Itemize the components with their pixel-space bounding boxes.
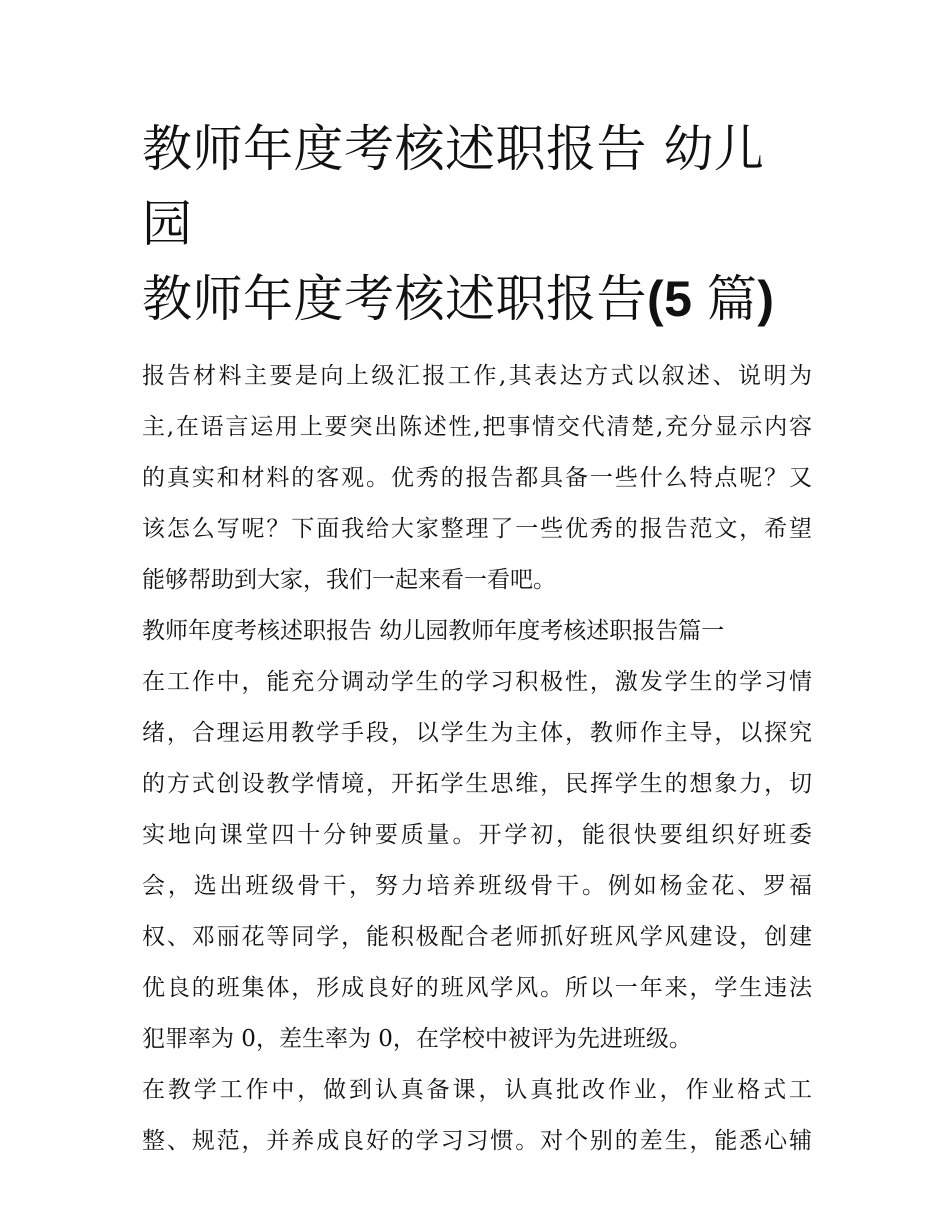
paragraph-line: 在教学工作中，做到认真备课，认真批改作业，作业格式工 (142, 1077, 812, 1103)
title-line-2-count: (5 (647, 271, 707, 327)
intro-line: 主,在语言运用上要突出陈述性,把事情交代清楚,充分显示内容 (142, 414, 812, 440)
document-title (142, 112, 812, 337)
title-line-2-close: ) (757, 271, 775, 327)
paragraph-line: 整、规范，并养成良好的学习习惯。对个别的差生，能悉心辅 (142, 1128, 812, 1154)
intro-line: 能够帮助到大家，我们一起来看一看吧。 (142, 567, 556, 593)
body-paragraph-2 (142, 1065, 812, 1167)
paragraph-line: 在工作中，能充分调动学生的学习积极性，激发学生的学习情 (142, 669, 812, 695)
section-heading: 教师年度考核述职报告 幼儿园教师年度考核述职报告篇一 (142, 618, 725, 644)
document-page (142, 112, 812, 1167)
title-line-2-unit: 篇 (706, 270, 758, 328)
intro-paragraph (142, 351, 812, 606)
intro-line: 该怎么写呢？下面我给大家整理了一些优秀的报告范文，希望 (142, 516, 812, 542)
body-paragraph-1 (142, 657, 812, 1065)
title-line-2-prefix: 教师年度考核述职报告 (142, 270, 647, 328)
paragraph-line: 犯罪率为 0，差生率为 0，在学校中被评为先进班级。 (142, 1026, 692, 1052)
paragraph-line: 优良的班集体，形成良好的班风学风。所以一年来，学生违法 (142, 975, 812, 1001)
paragraph-line: 会，选出班级骨干，努力培养班级骨干。例如杨金花、罗福 (142, 873, 812, 899)
intro-line: 报告材料主要是向上级汇报工作,其表达方式以叙述、说明为 (142, 363, 812, 389)
intro-line: 的真实和材料的客观。优秀的报告都具备一些什么特点呢？又 (142, 465, 812, 491)
paragraph-line: 绪，合理运用教学手段，以学生为主体，教师作主导，以探究 (142, 720, 812, 746)
paragraph-line: 实地向课堂四十分钟要质量。开学初，能很快要组织好班委 (142, 822, 812, 848)
paragraph-line: 权、邓丽花等同学，能积极配合老师抓好班风学风建设，创建 (142, 924, 812, 950)
paragraph-line: 的方式创设教学情境，开拓学生思维，民挥学生的想象力，切 (142, 771, 812, 797)
title-line-1: 教师年度考核述职报告 幼儿园 (142, 120, 765, 253)
